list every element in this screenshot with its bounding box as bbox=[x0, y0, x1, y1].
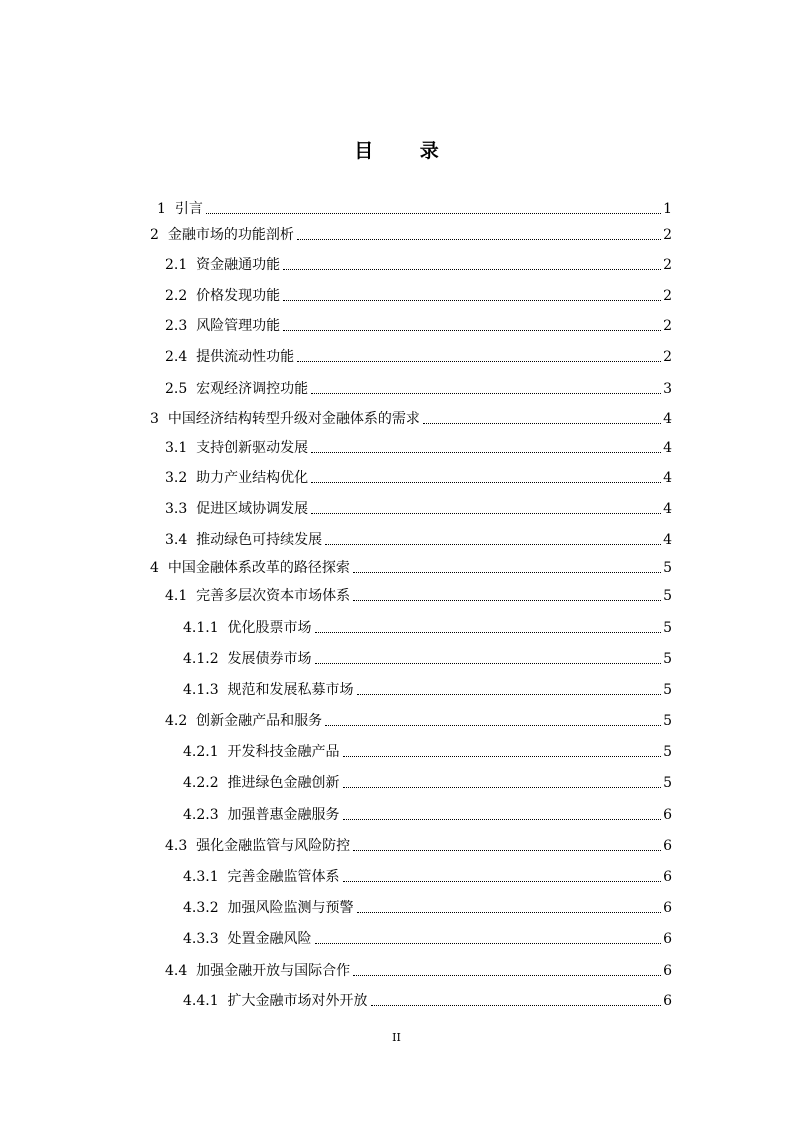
toc-entry[interactable] bbox=[157, 194, 672, 218]
toc-entry-spacer bbox=[219, 619, 228, 637]
toc-entry[interactable] bbox=[183, 893, 672, 917]
toc-entry-spacer bbox=[159, 410, 168, 428]
toc-entry-page: 3 bbox=[663, 381, 672, 397]
toc-entry-spacer bbox=[219, 899, 228, 917]
toc-entry-page: 4 bbox=[663, 501, 672, 517]
toc-entry-label: 加强金融开放与国际合作 bbox=[196, 963, 351, 979]
toc-entry-spacer bbox=[187, 287, 196, 305]
toc-entry[interactable] bbox=[165, 706, 672, 730]
toc-entry-spacer bbox=[219, 650, 228, 668]
toc-entry-number: 4.3.3 bbox=[183, 931, 219, 947]
toc-entry[interactable] bbox=[165, 311, 672, 335]
toc-entry-label: 推动绿色可持续发展 bbox=[196, 532, 323, 548]
toc-leader-dots bbox=[283, 330, 661, 331]
toc-entry-page: 1 bbox=[663, 201, 672, 217]
toc-entry[interactable] bbox=[183, 613, 672, 637]
toc-entry-number: 1 bbox=[157, 201, 166, 217]
toc-entry-label: 推进绿色金融创新 bbox=[227, 775, 340, 791]
toc-entry-label: 提供流动性功能 bbox=[196, 349, 295, 365]
toc-leader-dots bbox=[297, 361, 661, 362]
toc-entry-spacer bbox=[187, 500, 196, 518]
toc-entry-number: 2.2 bbox=[165, 288, 188, 304]
page-title: 目 录 bbox=[354, 140, 459, 162]
toc-entry-page: 2 bbox=[663, 318, 672, 334]
toc-entry-number: 4.3.2 bbox=[183, 900, 219, 916]
toc-entry-page: 5 bbox=[663, 588, 672, 604]
toc-leader-dots bbox=[343, 819, 662, 820]
toc-entry-number: 3.2 bbox=[165, 470, 188, 486]
toc-entry[interactable] bbox=[150, 220, 672, 244]
toc-entry-label: 价格发现功能 bbox=[196, 288, 281, 304]
toc-entry[interactable] bbox=[183, 924, 672, 948]
toc-entry[interactable] bbox=[150, 553, 672, 577]
toc-entry-spacer bbox=[159, 226, 168, 244]
toc-entry-spacer bbox=[187, 439, 196, 457]
toc-entry-number: 2.4 bbox=[165, 349, 188, 365]
toc-entry-label: 促进区域协调发展 bbox=[196, 501, 309, 517]
toc-entry-number: 3.4 bbox=[165, 532, 188, 548]
toc-entry-spacer bbox=[187, 587, 196, 605]
toc-leader-dots bbox=[311, 452, 661, 453]
toc-entry-label: 加强风险监测与预警 bbox=[227, 900, 354, 916]
toc-entry-label: 扩大金融市场对外开放 bbox=[227, 993, 368, 1009]
toc-entry-spacer bbox=[187, 962, 196, 980]
toc-entry-number: 4 bbox=[150, 560, 159, 576]
toc-entry-page: 4 bbox=[663, 470, 672, 486]
toc-leader-dots bbox=[325, 725, 661, 726]
toc-leader-dots bbox=[371, 1005, 662, 1006]
toc-entry-page: 2 bbox=[663, 257, 672, 273]
toc-entry-spacer bbox=[219, 868, 228, 886]
toc-leader-dots bbox=[343, 787, 662, 788]
toc-entry-label: 中国经济结构转型升级对金融体系的需求 bbox=[167, 411, 420, 427]
toc-entry-page: 6 bbox=[663, 900, 672, 916]
toc-entry-label: 资金融通功能 bbox=[196, 257, 281, 273]
toc-entry[interactable] bbox=[183, 800, 672, 824]
toc-entry-spacer bbox=[187, 469, 196, 487]
toc-entry-spacer bbox=[219, 806, 228, 824]
toc-entry-number: 2.5 bbox=[165, 381, 188, 397]
toc-entry-number: 4.1.1 bbox=[183, 620, 219, 636]
toc-leader-dots bbox=[311, 482, 661, 483]
toc-entry-number: 2.1 bbox=[165, 257, 188, 273]
toc-entry-number: 4.2.1 bbox=[183, 744, 219, 760]
toc-entry-label: 宏观经济调控功能 bbox=[196, 381, 309, 397]
toc-entry-label: 开发科技金融产品 bbox=[227, 744, 340, 760]
toc-entry-page: 2 bbox=[663, 288, 672, 304]
toc-entry-spacer bbox=[187, 531, 196, 549]
toc-entry-number: 2.3 bbox=[165, 318, 188, 334]
toc-entry-number: 3.1 bbox=[165, 440, 188, 456]
toc-entry-label: 规范和发展私募市场 bbox=[227, 682, 354, 698]
toc-leader-dots bbox=[311, 393, 661, 394]
toc-leader-dots bbox=[357, 694, 662, 695]
toc-entry-spacer bbox=[219, 681, 228, 699]
toc-leader-dots bbox=[283, 269, 661, 270]
toc-leader-dots bbox=[343, 881, 662, 882]
toc-entry[interactable] bbox=[165, 831, 672, 855]
toc-entry[interactable] bbox=[165, 250, 672, 274]
toc-entry-label: 处置金融风险 bbox=[227, 931, 312, 947]
toc-entry-label: 中国金融体系改革的路径探索 bbox=[167, 560, 350, 576]
toc-entry-spacer bbox=[219, 743, 228, 761]
toc-entry-number: 4.3.1 bbox=[183, 869, 219, 885]
toc-entry-spacer bbox=[187, 712, 196, 730]
toc-entry-number: 4.1.3 bbox=[183, 682, 219, 698]
toc-leader-dots bbox=[311, 513, 661, 514]
toc-entry[interactable] bbox=[165, 581, 672, 605]
toc-entry-spacer bbox=[187, 256, 196, 274]
toc-leader-dots bbox=[325, 544, 661, 545]
toc-entry[interactable] bbox=[150, 404, 672, 428]
toc-leader-dots bbox=[206, 213, 661, 214]
toc-entry[interactable] bbox=[183, 644, 672, 668]
toc-entry-label: 完善金融监管体系 bbox=[227, 869, 340, 885]
toc-entry-number: 4.2.3 bbox=[183, 807, 219, 823]
toc-entry[interactable] bbox=[165, 525, 672, 549]
toc-entry-page: 6 bbox=[663, 807, 672, 823]
toc-entry[interactable] bbox=[183, 986, 672, 1010]
toc-leader-dots bbox=[315, 632, 662, 633]
toc-entry-label: 完善多层次资本市场体系 bbox=[196, 588, 351, 604]
toc-entry[interactable] bbox=[183, 737, 672, 761]
toc-entry[interactable] bbox=[165, 433, 672, 457]
toc-leader-dots bbox=[343, 756, 662, 757]
toc-entry[interactable] bbox=[183, 768, 672, 792]
toc-entry-page: 5 bbox=[663, 620, 672, 636]
toc-entry-spacer bbox=[187, 837, 196, 855]
toc-entry-label: 发展债券市场 bbox=[227, 651, 312, 667]
toc-entry-label: 创新金融产品和服务 bbox=[196, 713, 323, 729]
toc-entry-number: 4.4 bbox=[165, 963, 188, 979]
toc-leader-dots bbox=[297, 239, 661, 240]
toc-entry-spacer bbox=[219, 774, 228, 792]
toc-entry-number: 4.2.2 bbox=[183, 775, 219, 791]
toc-entry-page: 2 bbox=[663, 227, 672, 243]
toc-entry[interactable] bbox=[165, 342, 672, 366]
toc-entry-label: 引言 bbox=[174, 201, 203, 217]
toc-entry-page: 6 bbox=[663, 963, 672, 979]
toc-entry[interactable] bbox=[165, 494, 672, 518]
toc-entry-label: 支持创新驱动发展 bbox=[196, 440, 309, 456]
toc-entry-spacer bbox=[187, 348, 196, 366]
toc-leader-dots bbox=[283, 300, 661, 301]
toc-entry-page: 5 bbox=[663, 775, 672, 791]
toc-entry-label: 金融市场的功能剖析 bbox=[167, 227, 294, 243]
toc-entry-number: 4.2 bbox=[165, 713, 188, 729]
toc-entry-spacer bbox=[187, 380, 196, 398]
toc-entry-page: 6 bbox=[663, 869, 672, 885]
toc-entry-number: 3.3 bbox=[165, 501, 188, 517]
toc-leader-dots bbox=[353, 572, 661, 573]
toc-leader-dots bbox=[353, 975, 661, 976]
toc-entry-spacer bbox=[219, 992, 228, 1010]
toc-entry[interactable] bbox=[165, 463, 672, 487]
toc-entry-page: 4 bbox=[663, 440, 672, 456]
toc-entry-page: 5 bbox=[663, 713, 672, 729]
toc-leader-dots bbox=[423, 423, 661, 424]
toc-entry[interactable] bbox=[165, 281, 672, 305]
toc-entry-page: 2 bbox=[663, 349, 672, 365]
toc-leader-dots bbox=[357, 912, 662, 913]
toc-leader-dots bbox=[315, 943, 662, 944]
toc-entry-spacer bbox=[159, 559, 168, 577]
toc-entry-page: 5 bbox=[663, 560, 672, 576]
toc-entry[interactable] bbox=[183, 862, 672, 886]
toc-entry-page: 5 bbox=[663, 682, 672, 698]
toc-entry-spacer bbox=[219, 930, 228, 948]
toc-entry[interactable] bbox=[183, 675, 672, 699]
toc-entry-page: 6 bbox=[663, 931, 672, 947]
toc-leader-dots bbox=[315, 663, 662, 664]
toc-entry-page: 6 bbox=[663, 993, 672, 1009]
toc-entry-label: 优化股票市场 bbox=[227, 620, 312, 636]
toc-entry-spacer bbox=[187, 317, 196, 335]
toc-entry-number: 3 bbox=[150, 411, 159, 427]
toc-entry[interactable] bbox=[165, 374, 672, 398]
toc-entry-spacer bbox=[166, 200, 175, 218]
toc-entry-page: 5 bbox=[663, 651, 672, 667]
toc-entry-number: 4.4.1 bbox=[183, 993, 219, 1009]
toc-entry-number: 4.3 bbox=[165, 838, 188, 854]
toc-entry-number: 4.1 bbox=[165, 588, 188, 604]
toc-entry-page: 5 bbox=[663, 744, 672, 760]
toc-entry-label: 助力产业结构优化 bbox=[196, 470, 309, 486]
toc-entry-label: 风险管理功能 bbox=[196, 318, 281, 334]
toc-entry-number: 4.1.2 bbox=[183, 651, 219, 667]
toc-entry-page: 4 bbox=[663, 532, 672, 548]
toc-entry-page: 6 bbox=[663, 838, 672, 854]
page-number-footer: II bbox=[392, 1031, 401, 1044]
toc-entry-label: 强化金融监管与风险防控 bbox=[196, 838, 351, 854]
toc-entry-label: 加强普惠金融服务 bbox=[227, 807, 340, 823]
toc-entry[interactable] bbox=[165, 956, 672, 980]
toc-entry-number: 2 bbox=[150, 227, 159, 243]
toc-leader-dots bbox=[353, 850, 661, 851]
toc-entry-page: 4 bbox=[663, 411, 672, 427]
toc-leader-dots bbox=[353, 600, 661, 601]
